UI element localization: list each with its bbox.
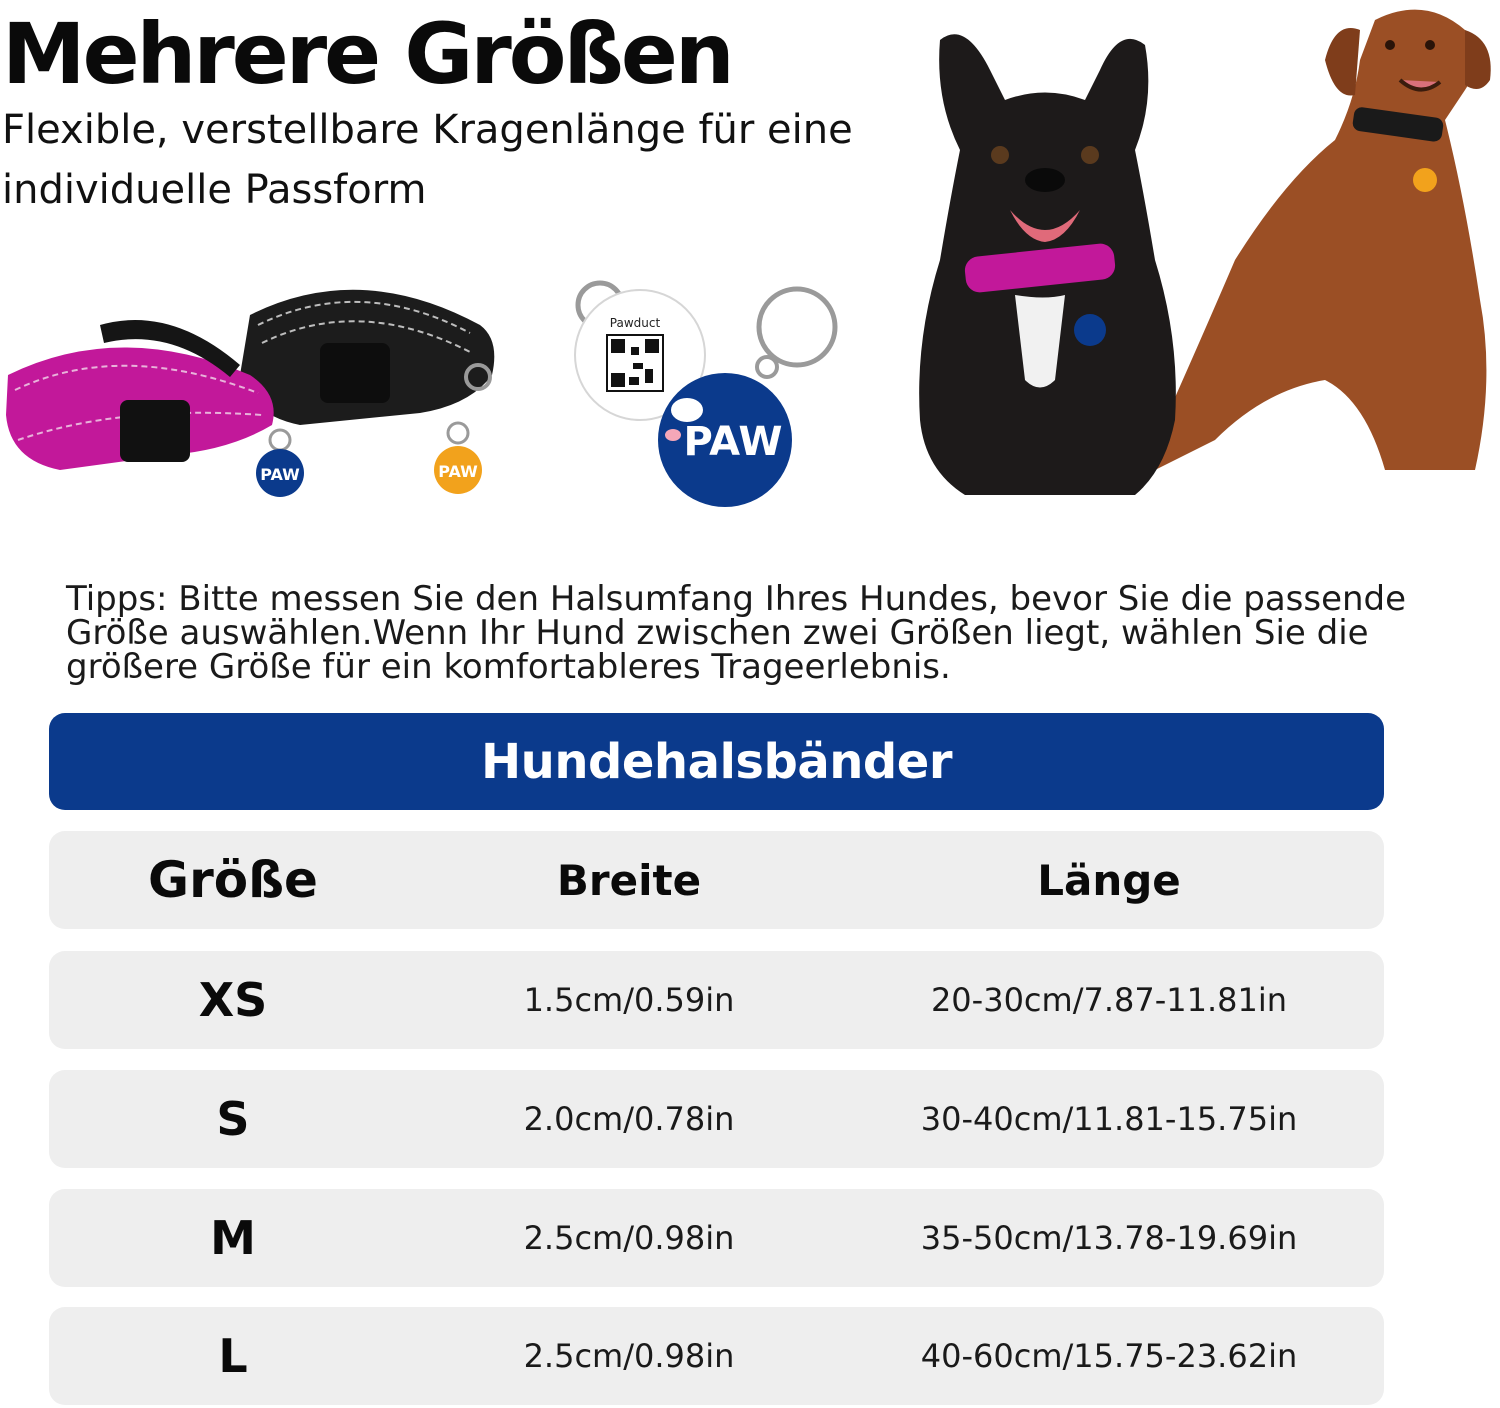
table-row (49, 951, 1384, 1049)
column-header-length: Länge (1037, 855, 1181, 905)
length-cell: 20-30cm/7.87-11.81in (930, 981, 1288, 1019)
blue-paw-tag (256, 430, 304, 497)
size-cell: L (218, 1329, 248, 1383)
dogs-illustration (905, 0, 1500, 510)
size-cell: S (216, 1092, 250, 1146)
size-cell: XS (198, 973, 268, 1027)
collars-illustration (0, 265, 510, 510)
length-cell: 30-40cm/11.81-15.75in (920, 1100, 1298, 1138)
black-bulldog (919, 34, 1176, 495)
pink-collar (6, 320, 274, 470)
size-cell: M (210, 1211, 256, 1265)
column-header-width: Breite (556, 855, 702, 905)
table-header-row (49, 831, 1384, 929)
tags-illustration (555, 275, 845, 515)
subheadline: Flexible, verstellbare Kragenlänge für eine individuelle Passform (2, 107, 853, 213)
width-cell: 1.5cm/0.59in (523, 981, 735, 1019)
column-header-size: Größe (148, 851, 318, 909)
width-cell: 2.0cm/0.78in (523, 1100, 735, 1138)
length-cell: 35-50cm/13.78-19.69in (920, 1219, 1298, 1257)
headline: Mehrere Größen (2, 5, 732, 103)
svg-text:PAW: PAW (438, 462, 478, 481)
brown-dog (1147, 10, 1491, 470)
table-row (49, 1070, 1384, 1168)
svg-text:PAW: PAW (683, 419, 783, 465)
table-row (49, 1189, 1384, 1287)
orange-paw-tag (434, 423, 482, 494)
svg-text:PAW: PAW (260, 465, 300, 484)
width-cell: 2.5cm/0.98in (523, 1219, 735, 1257)
width-cell: 2.5cm/0.98in (523, 1337, 735, 1375)
table-title: Hundehalsbänder (49, 713, 1384, 810)
table-row (49, 1307, 1384, 1405)
black-collar (240, 290, 494, 425)
svg-text:Pawduct: Pawduct (609, 316, 661, 330)
tips-text: Tipps: Bitte messen Sie den Halsumfang Ihres Hundes, bevor Sie die passende Größe auswählen.Wenn Ihr Hund zwischen zwei Größen liegt, wählen Sie die größere Größe für ein komfortableres Trageerlebnis. (66, 579, 1407, 687)
length-cell: 40-60cm/15.75-23.62in (920, 1337, 1298, 1375)
